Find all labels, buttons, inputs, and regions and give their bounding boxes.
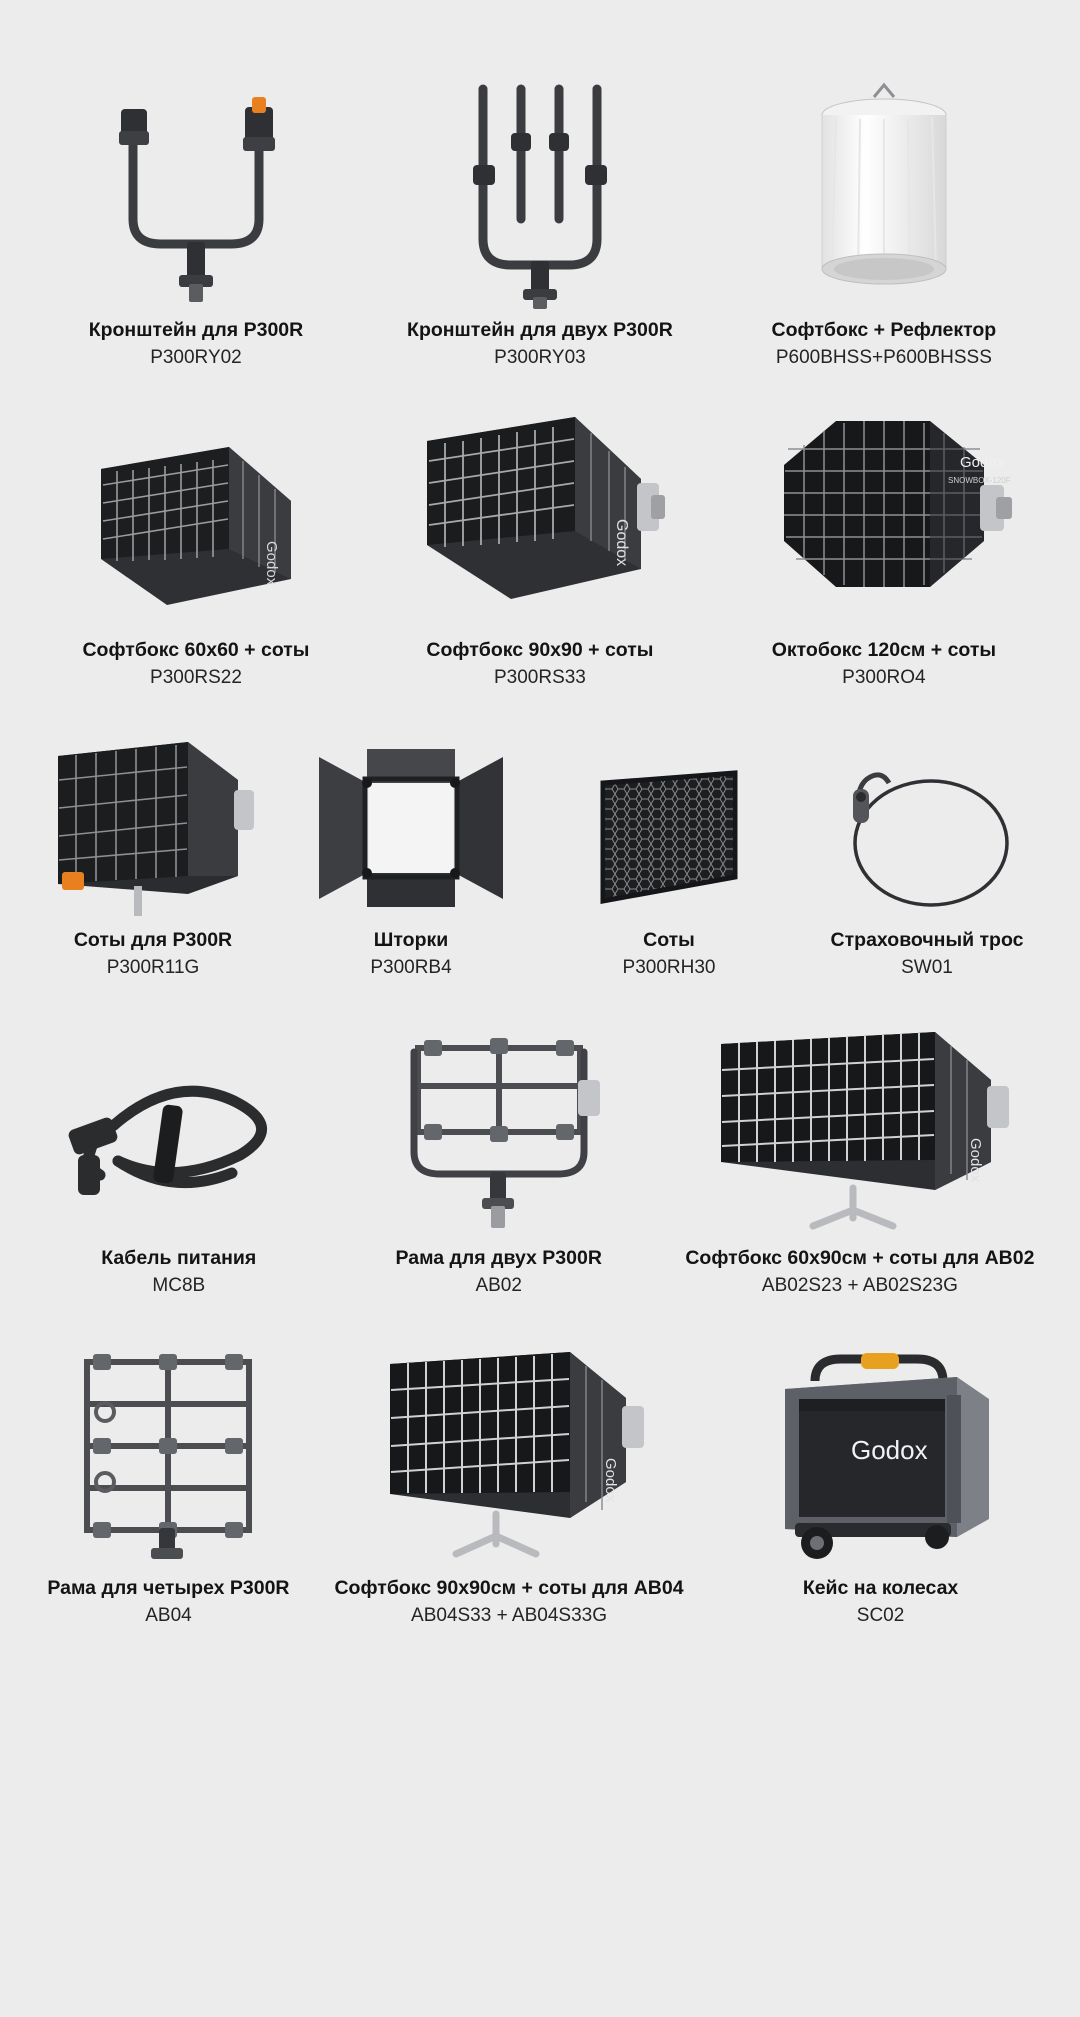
product-title: Софтбокс 60x60 + соты bbox=[82, 639, 310, 662]
product-code: AB02 bbox=[475, 1275, 522, 1297]
product-title: Соты для P300R bbox=[73, 929, 233, 952]
product-code: P300RS22 bbox=[150, 667, 242, 689]
product-title: Софтбокс 60x90см + соты для AB02 bbox=[685, 1247, 1035, 1270]
octabox-model-text: SNOWBOX-120F bbox=[947, 476, 1011, 486]
brand-logo-text: Godox bbox=[262, 541, 280, 586]
product-caption bbox=[772, 319, 997, 370]
product-title: Страховочный трос bbox=[830, 929, 1024, 952]
product-image-frame-two-p300r bbox=[340, 1022, 658, 1237]
product-caption bbox=[685, 1247, 1034, 1298]
product-image-honeycomb-panel bbox=[546, 729, 792, 919]
product-title: Кронштейн для двух P300R bbox=[407, 319, 673, 342]
product-title: Софтбокс + Рефлектор bbox=[771, 319, 997, 342]
product-image-octabox-120-grid bbox=[718, 399, 1050, 629]
product-title: Рама для четырех P300R bbox=[47, 1577, 290, 1600]
brand-logo-text: Godox bbox=[966, 1138, 984, 1183]
product-image-yoke-bracket-double bbox=[374, 69, 706, 309]
product-code: P600BHSS+P600BHSSS bbox=[775, 347, 992, 369]
brand-logo-text: Godox bbox=[959, 454, 1005, 472]
product-row bbox=[24, 1298, 1056, 1628]
product-title: Шторки bbox=[373, 929, 449, 952]
product-cell[interactable] bbox=[24, 980, 334, 1298]
product-caption bbox=[772, 639, 996, 690]
product-caption bbox=[407, 319, 673, 370]
product-image-softbox-90x90-grid bbox=[374, 399, 706, 629]
product-cell[interactable] bbox=[334, 980, 664, 1298]
product-code: AB04 bbox=[145, 1605, 192, 1627]
product-cell[interactable] bbox=[368, 18, 712, 370]
product-cell[interactable] bbox=[282, 690, 540, 980]
product-image-power-cable bbox=[30, 1022, 328, 1237]
product-code: P300RS33 bbox=[493, 667, 586, 689]
product-row bbox=[24, 980, 1056, 1298]
product-image-softbox-60x90-grid-ab02 bbox=[670, 1022, 1050, 1237]
product-code: P300RH30 bbox=[622, 957, 716, 979]
product-image-frame-four-p300r bbox=[30, 1342, 307, 1567]
product-caption bbox=[74, 929, 232, 980]
product-cell[interactable] bbox=[24, 18, 368, 370]
product-row bbox=[24, 18, 1056, 370]
product-cell[interactable] bbox=[712, 18, 1056, 370]
product-image-softbox-90x90-grid-ab04 bbox=[319, 1342, 699, 1567]
product-title: Софтбокс 90x90 + соты bbox=[426, 639, 654, 662]
product-cell[interactable] bbox=[798, 690, 1056, 980]
product-cell[interactable] bbox=[664, 980, 1056, 1298]
product-cell[interactable] bbox=[24, 370, 368, 690]
product-caption bbox=[47, 1577, 289, 1628]
product-cell[interactable] bbox=[540, 690, 798, 980]
product-code: MC8B bbox=[152, 1275, 206, 1297]
product-code: P300RB4 bbox=[370, 957, 452, 979]
product-cell[interactable] bbox=[368, 370, 712, 690]
product-cell[interactable] bbox=[313, 1298, 705, 1628]
product-title: Соты bbox=[643, 929, 695, 952]
product-image-barndoors bbox=[288, 729, 534, 919]
product-image-yoke-bracket-single bbox=[30, 69, 362, 309]
product-cell[interactable] bbox=[24, 690, 282, 980]
product-caption bbox=[89, 319, 304, 370]
brand-logo-text: Godox bbox=[612, 519, 630, 567]
product-caption bbox=[101, 1247, 256, 1298]
product-code: P300RY03 bbox=[494, 347, 586, 369]
product-caption bbox=[82, 639, 309, 690]
product-title: Рама для двух P300R bbox=[395, 1247, 602, 1270]
product-row bbox=[24, 370, 1056, 690]
product-code: P300R11G bbox=[106, 957, 200, 979]
product-title: Кронштейн для P300R bbox=[88, 319, 304, 342]
product-cell[interactable] bbox=[712, 370, 1056, 690]
product-code: SC02 bbox=[856, 1605, 905, 1627]
product-code: P300RO4 bbox=[842, 667, 926, 689]
product-image-rolling-case bbox=[711, 1342, 1050, 1567]
product-code: SW01 bbox=[901, 957, 953, 979]
brand-logo-text: Godox bbox=[602, 1458, 620, 1503]
product-image-safety-cable bbox=[804, 729, 1050, 919]
product-caption bbox=[334, 1577, 683, 1628]
product-image-softbox-60x60-grid bbox=[30, 399, 362, 629]
product-title: Кейс на колесах bbox=[802, 1577, 959, 1600]
product-row bbox=[24, 690, 1056, 980]
product-title: Октобокс 120см + соты bbox=[771, 639, 997, 662]
product-caption bbox=[395, 1247, 601, 1298]
product-image-lantern-softbox-reflector bbox=[718, 69, 1050, 309]
product-cell[interactable] bbox=[705, 1298, 1056, 1628]
product-title: Кабель питания bbox=[101, 1247, 257, 1270]
product-cell[interactable] bbox=[24, 1298, 313, 1628]
product-caption bbox=[426, 639, 653, 690]
product-code: P300RY02 bbox=[150, 347, 242, 369]
product-code: AB02S23 + AB02S23G bbox=[761, 1275, 958, 1297]
product-caption bbox=[803, 1577, 958, 1628]
product-caption bbox=[623, 929, 716, 980]
brand-logo-text: Godox bbox=[850, 1435, 928, 1466]
product-title: Софтбокс 90x90см + соты для AB04 bbox=[334, 1577, 684, 1600]
product-caption bbox=[370, 929, 451, 980]
product-caption bbox=[831, 929, 1024, 980]
product-image-honeycomb-grid-p300r bbox=[30, 729, 276, 919]
product-code: AB04S33 + AB04S33G bbox=[411, 1605, 607, 1627]
